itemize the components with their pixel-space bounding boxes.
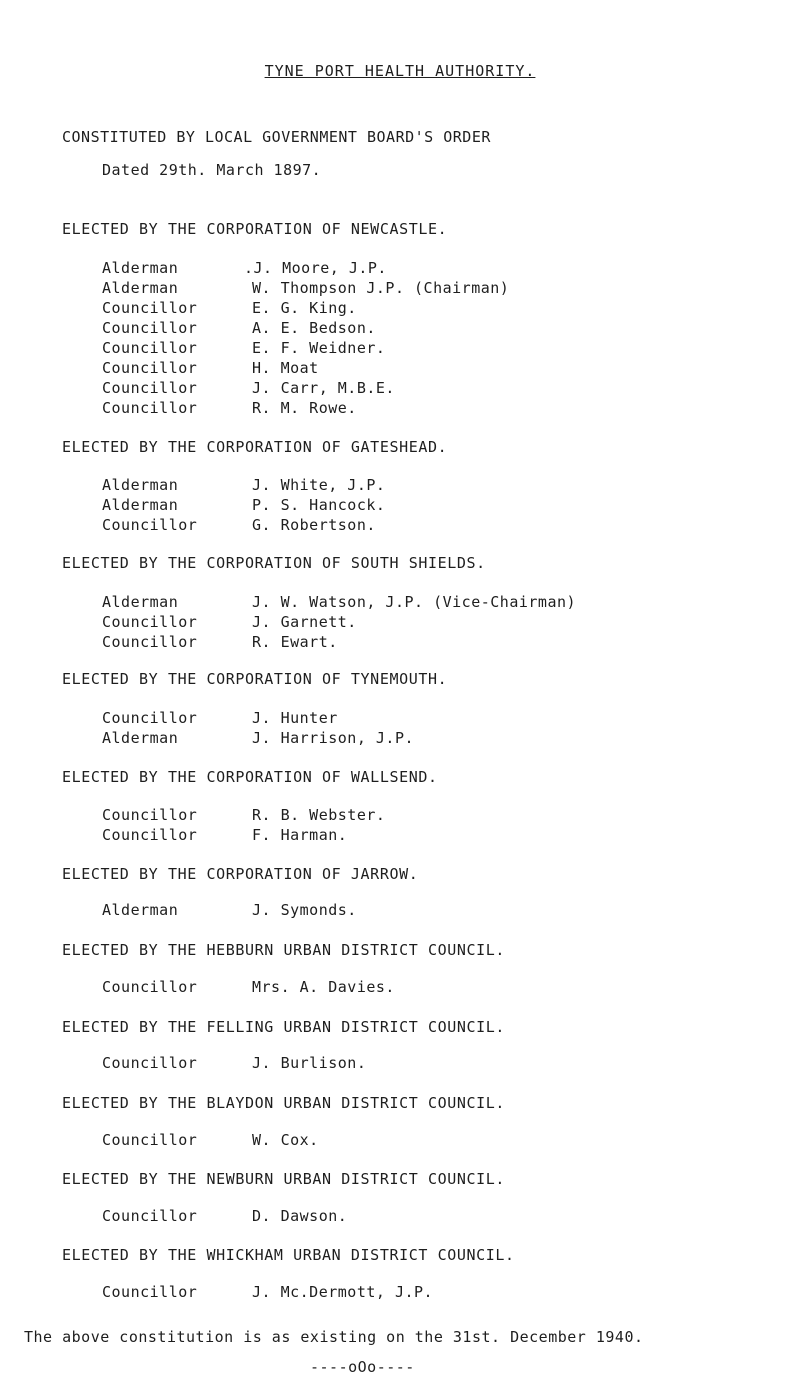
- member-name: J. Mc.Dermott, J.P.: [252, 1283, 434, 1301]
- member-name: J. Symonds.: [252, 901, 357, 919]
- member-name: R. Ewart.: [252, 633, 338, 651]
- section-heading-south-shields: ELECTED BY THE CORPORATION OF SOUTH SHIELDS.: [62, 554, 486, 572]
- member-role: Councillor: [102, 1207, 198, 1225]
- section-heading-newburn: ELECTED BY THE NEWBURN URBAN DISTRICT COUNCIL.: [62, 1170, 506, 1188]
- member-role: Alderman: [102, 901, 179, 919]
- member-name: R. B. Webster.: [252, 806, 386, 824]
- section-heading-gateshead: ELECTED BY THE CORPORATION OF GATESHEAD.: [62, 438, 448, 456]
- member-name: F. Harman.: [252, 826, 348, 844]
- footer-note: The above constitution is as existing on the 31st. December 1940.: [24, 1328, 644, 1346]
- member-name: E. G. King.: [252, 299, 357, 317]
- member-name: J. Hunter: [252, 709, 338, 727]
- member-role: Councillor: [102, 319, 198, 337]
- member-role: Councillor: [102, 1283, 198, 1301]
- member-role: Councillor: [102, 399, 198, 417]
- member-name: Mrs. A. Davies.: [252, 978, 395, 996]
- member-row: [102, 516, 376, 534]
- member-role: Councillor: [102, 633, 198, 651]
- member-name: J. Burlison.: [252, 1054, 367, 1072]
- member-role: Councillor: [102, 826, 198, 844]
- member-name: P. S. Hancock.: [252, 496, 386, 514]
- member-row: [102, 259, 387, 277]
- member-row: [102, 633, 338, 651]
- member-name: A. E. Bedson.: [252, 319, 376, 337]
- member-row: [102, 1207, 348, 1225]
- section-heading-newcastle: ELECTED BY THE CORPORATION OF NEWCASTLE.: [62, 220, 448, 238]
- member-name: D. Dawson.: [252, 1207, 348, 1225]
- member-role: Alderman: [102, 259, 179, 277]
- member-name: H. Moat: [252, 359, 319, 377]
- member-row: [102, 1054, 367, 1072]
- member-row: [102, 299, 357, 317]
- end-mark: ----oOo----: [310, 1358, 415, 1376]
- member-row: [102, 593, 577, 611]
- member-row: [102, 1283, 434, 1301]
- member-row: [102, 359, 319, 377]
- member-role: Councillor: [102, 613, 198, 631]
- member-role: Councillor: [102, 299, 198, 317]
- member-name: E. F. Weidner.: [252, 339, 386, 357]
- member-row: [102, 978, 395, 996]
- member-role: Councillor: [102, 1054, 198, 1072]
- section-heading-whickham: ELECTED BY THE WHICKHAM URBAN DISTRICT COUNCIL.: [62, 1246, 515, 1264]
- section-heading-hebburn: ELECTED BY THE HEBBURN URBAN DISTRICT COUNCIL.: [62, 941, 506, 959]
- section-heading-tynemouth: ELECTED BY THE CORPORATION OF TYNEMOUTH.: [62, 670, 448, 688]
- member-row: [102, 379, 395, 397]
- member-row: [102, 339, 386, 357]
- constitution-line: CONSTITUTED BY LOCAL GOVERNMENT BOARD'S ORDER: [62, 128, 491, 146]
- member-role: Councillor: [102, 978, 198, 996]
- member-role: Alderman: [102, 729, 179, 747]
- member-name: G. Robertson.: [252, 516, 376, 534]
- member-row: [102, 279, 510, 297]
- member-role: Alderman: [102, 496, 179, 514]
- page-title: TYNE PORT HEALTH AUTHORITY.: [264, 62, 536, 80]
- member-name: W. Thompson J.P. (Chairman): [252, 279, 510, 297]
- section-heading-wallsend: ELECTED BY THE CORPORATION OF WALLSEND.: [62, 768, 438, 786]
- member-row: [102, 319, 376, 337]
- member-name: .J. Moore, J.P.: [244, 259, 387, 277]
- section-heading-felling: ELECTED BY THE FELLING URBAN DISTRICT COUNCIL.: [62, 1018, 506, 1036]
- member-role: Councillor: [102, 516, 198, 534]
- member-row: [102, 901, 357, 919]
- member-role: Alderman: [102, 279, 179, 297]
- member-name: J. W. Watson, J.P. (Vice-Chairman): [252, 593, 577, 611]
- member-name: J. Harrison, J.P.: [252, 729, 415, 747]
- member-role: Councillor: [102, 359, 198, 377]
- section-heading-jarrow: ELECTED BY THE CORPORATION OF JARROW.: [62, 865, 419, 883]
- member-row: [102, 399, 357, 417]
- section-heading-blaydon: ELECTED BY THE BLAYDON URBAN DISTRICT COUNCIL.: [62, 1094, 506, 1112]
- member-row: [102, 806, 386, 824]
- member-row: [102, 826, 348, 844]
- member-row: [102, 729, 415, 747]
- member-role: Alderman: [102, 593, 179, 611]
- member-row: [102, 476, 386, 494]
- member-role: Councillor: [102, 709, 198, 727]
- member-role: Councillor: [102, 339, 198, 357]
- member-row: [102, 613, 357, 631]
- member-row: [102, 709, 338, 727]
- member-role: Councillor: [102, 379, 198, 397]
- member-name: R. M. Rowe.: [252, 399, 357, 417]
- member-name: J. Carr, M.B.E.: [252, 379, 395, 397]
- member-role: Councillor: [102, 1131, 198, 1149]
- dated-line: Dated 29th. March 1897.: [102, 161, 322, 179]
- member-name: W. Cox.: [252, 1131, 319, 1149]
- member-name: J. White, J.P.: [252, 476, 386, 494]
- member-row: [102, 1131, 319, 1149]
- member-name: J. Garnett.: [252, 613, 357, 631]
- member-row: [102, 496, 386, 514]
- member-role: Councillor: [102, 806, 198, 824]
- member-role: Alderman: [102, 476, 179, 494]
